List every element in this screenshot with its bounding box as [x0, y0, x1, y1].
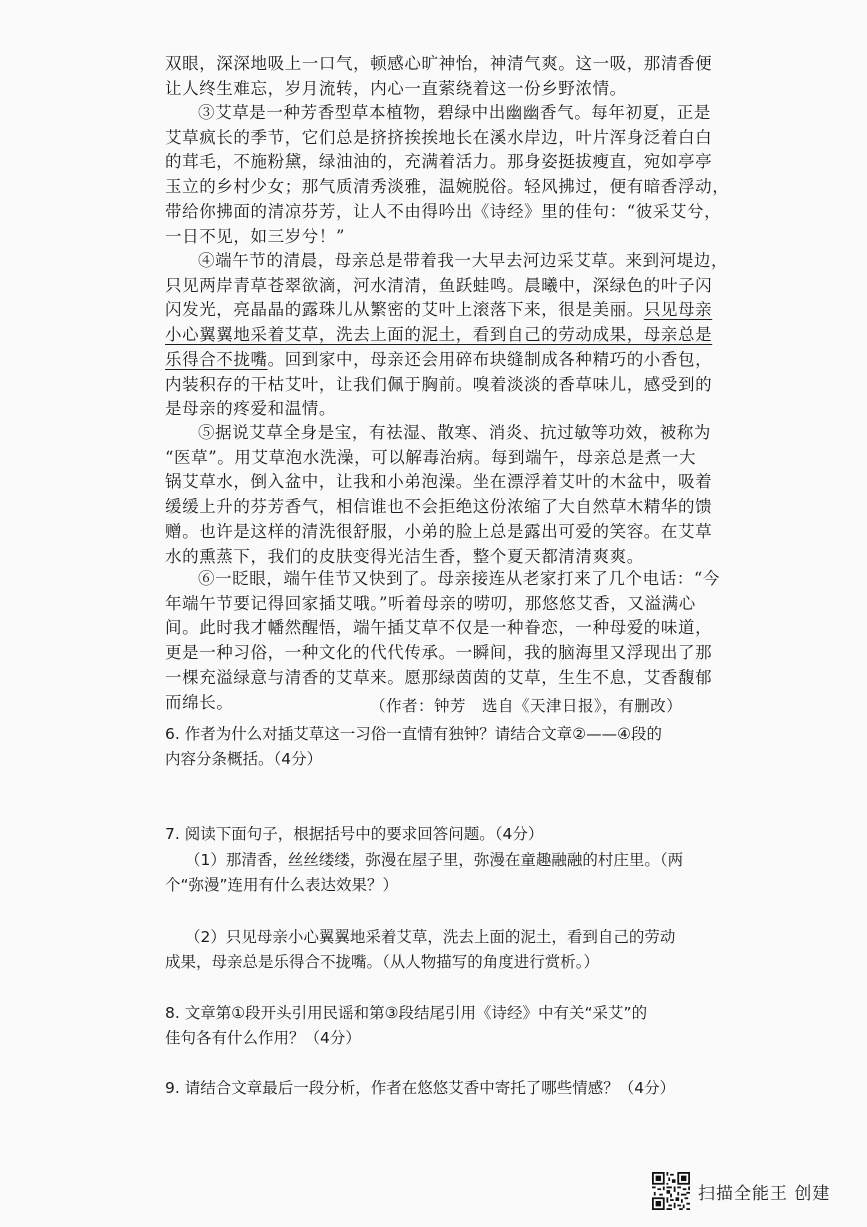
question-7-2 [165, 925, 685, 975]
text-line: 带给你拂面的清凉芬芳，让人不由得吟出《诗经》里的佳句：“彼采艾兮， [165, 201, 722, 221]
question-9 [165, 1076, 685, 1101]
question-line: 8. 文章第①段开头引用民谣和第③段结尾引用《诗经》中有关“采艾”的 [165, 1004, 648, 1022]
question-8 [165, 1001, 685, 1051]
text-line: ④端午节的清晨，母亲总是带着我一大早去河边采艾草。来到河堤边， [198, 251, 729, 270]
question-line: 9. 请结合文章最后一段分析，作者在悠悠艾香中寄托了哪些情感？（4分） [165, 1079, 676, 1097]
article-source: （作者：钟芳 选自《天津日报》，有删改） [370, 697, 683, 715]
text-line: 的茸毛，不施粉黛，绿油油的，充满着活力。那身姿挺拔瘦直，宛如亭亭 [165, 152, 713, 172]
paragraph-6 [165, 567, 721, 715]
question-line: 6. 作者为什么对插艾草这一习俗一直情有独钟？请结合文章②——④段的 [165, 725, 663, 743]
qr-code-icon [652, 1172, 690, 1210]
text-line: 水的熏蒸下，我们的皮肤变得光洁生香，整个夏天都清清爽爽。 [165, 546, 644, 566]
text-line: ③艾草是一种芳香型草本植物，碧绿中出幽幽香气。每年初夏，正是 [198, 103, 711, 122]
text-line: 内装积存的干枯艾叶，让我们佩于胸前。嗅着淡淡的香草味儿，感受到的 [165, 374, 713, 394]
text-line: ⑤据说艾草全身是宝，有祛湿、散寒、消炎、抗过敏等功效，被称为 [198, 423, 711, 442]
question-line: （2）只见母亲小心翼翼地采着艾草，洗去上面的泥土，看到自己的劳动 [185, 928, 676, 946]
text-line: 赠。也许是这样的清洗很舒服，小弟的脸上总是露出可爱的笑容。在艾草 [165, 521, 713, 541]
text-line: “医草”。用艾草泡水洗澡，可以解毒治病。每到端午，母亲总是煮一大 [165, 447, 697, 467]
text-line: 锅艾草水，倒入盆中，让我和小弟泡澡。坐在漂浮着艾叶的木盆中，吸着 [165, 472, 713, 492]
paragraph-3 [165, 101, 730, 249]
text-line: 一棵充溢绿意与清香的艾草来。愿那绿茵茵的艾草，生生不息，艾香馥郁 [165, 667, 713, 687]
text-line: 玉立的乡村少女；那气质清秀淡雅，温婉脱俗。轻风拂过，便有暗香浮动， [165, 177, 730, 197]
text-line: 一日不见，如三岁兮！” [165, 226, 346, 246]
text-line: 只见两岸青草苍翠欲滴，河水清清，鱼跃蛙鸣。晨曦中，深绿色的叶子闪 [165, 275, 713, 295]
text-line [165, 348, 713, 373]
text-line: 缓缓上升的芬芳香气，相信谁也不会拒绝这份浓缩了大自然草木精华的馈 [165, 497, 713, 517]
text-line: 让人终生难忘，岁月流转，内心一直萦绕着这一份乡野浓情。 [165, 78, 627, 98]
text-line: 间。此时我才幡然醒悟，端午插艾草不仅是一种眷恋，一种母爱的味道， [165, 618, 713, 638]
text-segment: 。回到家中，母亲还会用碎布块缝制成各种精巧的小香包， [267, 349, 713, 369]
underlined-sentence: 小心翼翼地采着艾草，洗去上面的泥土，看到自己的劳动成果，母亲总是 [165, 325, 713, 345]
scanner-brand-text: 扫描全能王 创建 [698, 1184, 831, 1204]
question-7 [165, 822, 685, 847]
underlined-sentence: 乐得合不拢嘴 [165, 349, 268, 369]
question-line: （1）那清香，丝丝缕缕，弥漫在屋子里，弥漫在童趣融融的村庄里。（两 [185, 851, 684, 869]
question-line: 成果，母亲总是乐得合不拢嘴。（从人物描写的角度进行赏析。） [165, 953, 600, 971]
underlined-sentence: 只见母亲 [643, 300, 713, 320]
question-7-1 [165, 848, 685, 898]
question-line: 7. 阅读下面句子，根据括号中的要求回答问题。（4分） [165, 825, 544, 843]
scanner-watermark [652, 1172, 852, 1210]
text-line: 更是一种习俗，一种文化的代代传承。一瞬间，我的脑海里又浮现出了那 [165, 643, 713, 663]
text-line [165, 298, 713, 323]
text-line: 年端午节要记得回家插艾哦。”听着母亲的唠叨，那悠悠艾香，又溢满心 [165, 593, 696, 613]
text-line: ⑥一眨眼，端午佳节又快到了。母亲接连从老家打来了几个电话：“今 [198, 569, 721, 588]
question-6 [165, 722, 685, 772]
text-segment: 闪发光，亮晶晶的露珠儿从繁密的艾叶上滚落下来，很是美丽。 [165, 300, 644, 320]
text-line: 双眼，深深地吸上一口气，顿感心旷神怡，神清气爽。这一吸，那清香便 [165, 54, 713, 73]
question-line: 佳句各有什么作用？（4分） [165, 1029, 361, 1047]
text-line: 是母亲的疼爱和温情。 [165, 399, 336, 419]
paragraph-intro [165, 52, 713, 101]
question-line: 内容分条概括。（4分） [165, 750, 323, 768]
paragraph-5 [165, 421, 713, 569]
text-line: 而绵长。 [165, 692, 234, 712]
paragraph-4 [165, 249, 729, 422]
text-line: 艾草疯长的季节，它们总是挤挤挨挨地长在溪水岸边，叶片浑身泛着白白 [165, 127, 713, 147]
text-line [165, 323, 713, 348]
question-line: 个“弥漫”连用有什么表达效果？） [165, 876, 399, 894]
